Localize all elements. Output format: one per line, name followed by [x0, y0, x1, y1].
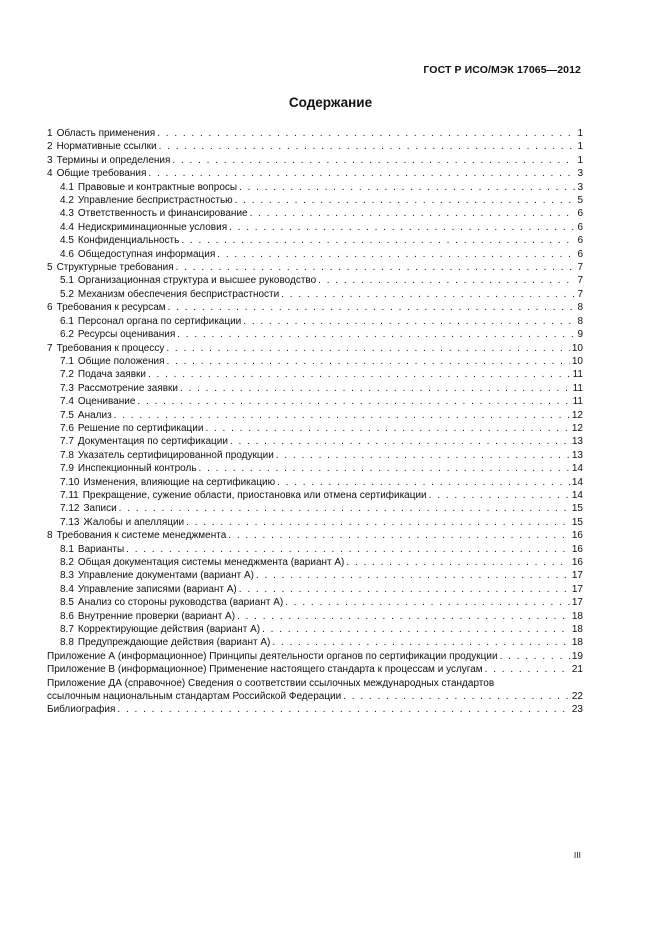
toc-entry-label: Жалобы и апелляции: [83, 516, 185, 528]
toc-entry-page: 1: [577, 128, 583, 139]
toc-entry-page: 7: [577, 262, 583, 274]
toc-entry-number: 7.8: [60, 449, 74, 461]
table-of-contents: [47, 127, 583, 717]
toc-entry-label: Предупреждающие действия (вариант А): [77, 637, 271, 649]
toc-entry-8-7[interactable]: [47, 623, 583, 636]
page-number: III: [573, 850, 581, 860]
toc-entry-page: 6: [577, 221, 583, 233]
toc-entry-page: 16: [571, 557, 583, 568]
toc-entry-page: 14: [571, 476, 583, 488]
toc-entry-label: Механизм обеспечения беспристрастности: [77, 288, 280, 300]
toc-entry-page: 12: [571, 409, 583, 421]
toc-entry-page: 5: [577, 195, 583, 207]
leader-dots: [229, 221, 575, 234]
toc-entry-page: 1: [577, 154, 583, 166]
toc-entry-page: 13: [571, 436, 583, 448]
toc-entry-6-1[interactable]: [47, 315, 583, 328]
leader-dots: [114, 409, 570, 422]
toc-entry-number: 7.11: [60, 489, 79, 501]
toc-entry-7-12[interactable]: [47, 502, 583, 515]
toc-entry-3[interactable]: [47, 154, 583, 167]
toc-entry-page: 18: [571, 610, 583, 622]
toc-entry-8[interactable]: [47, 529, 583, 542]
toc-entry-page: 9: [577, 329, 583, 341]
leader-dots: [243, 315, 575, 328]
leader-dots: [228, 529, 570, 542]
toc-entry-page: 15: [571, 516, 583, 528]
toc-entry-label: Приложение А (информационное) Принципы деятельности органов по сертификации продукции: [47, 650, 498, 662]
toc-entry-label: Управление документами (вариант А): [77, 570, 254, 582]
document-code: ГОСТ Р ИСО/МЭК 17065—2012: [423, 64, 581, 76]
toc-entry-label: Приложение В (информационное) Применение настоящего стандарта к процессам и услугам: [47, 664, 483, 676]
toc-entry-page: 13: [571, 449, 583, 461]
toc-entry-7-10[interactable]: [47, 476, 583, 489]
toc-entry-number: 3: [47, 154, 53, 166]
toc-entry-number: 7.3: [60, 382, 74, 394]
toc-entry-number: 4.1: [60, 181, 74, 193]
toc-entry-label: Документация по сертификации: [77, 436, 228, 448]
toc-entry-number: 8.6: [60, 610, 74, 622]
toc-entry-4-2[interactable]: [47, 194, 583, 207]
toc-entry-number: 6.1: [60, 315, 74, 327]
toc-entry-7-13[interactable]: [47, 516, 583, 529]
toc-entry-page: 7: [577, 288, 583, 300]
toc-entry-4-5[interactable]: [47, 234, 583, 247]
toc-entry-page: 8: [577, 302, 583, 314]
toc-entry-page: 12: [571, 422, 583, 434]
toc-entry-label: Инспекционный контроль: [77, 463, 197, 475]
toc-entry-page: 6: [577, 208, 583, 220]
toc-entry-page: 16: [571, 530, 583, 542]
toc-entry-label: Ресурсы оценивания: [77, 329, 176, 341]
toc-entry-label: Рассмотрение заявки: [77, 382, 179, 394]
leader-dots: [148, 167, 575, 180]
toc-entry-4-4[interactable]: [47, 221, 583, 234]
toc-entry-number: 4.5: [60, 235, 74, 247]
leader-dots: [318, 274, 575, 287]
toc-entry-label: Указатель сертифицированной продукции: [77, 449, 274, 461]
toc-entry-number: 7.13: [60, 516, 80, 528]
toc-entry-label: Организационная структура и высшее руководство: [77, 275, 317, 287]
toc-entry-label: Правовые и контрактные вопросы: [77, 181, 238, 193]
leader-dots: [177, 328, 575, 341]
toc-entry-number: 5: [47, 262, 53, 274]
leader-dots: [485, 663, 570, 676]
toc-entry-page: 23: [571, 704, 583, 716]
toc-entry-label: Требования к системе менеджмента: [56, 530, 227, 542]
toc-entry-number: 7.9: [60, 463, 74, 475]
leader-dots: [166, 342, 570, 355]
appendix-list: [47, 650, 583, 677]
toc-entry-number: 7.2: [60, 369, 74, 381]
leader-dots: [256, 569, 570, 582]
toc-items: [47, 127, 583, 650]
toc-entry-label: Структурные требования: [56, 262, 174, 274]
toc-entry-number: 7.12: [60, 503, 80, 515]
leader-dots: [235, 194, 576, 207]
toc-entry-label: Записи: [83, 503, 117, 515]
toc-entry-number: 7.1: [60, 355, 74, 367]
toc-entry-number: 2: [47, 141, 53, 153]
toc-entry-appendix-2[interactable]: [47, 663, 583, 676]
toc-entry-7-8[interactable]: [47, 449, 583, 462]
toc-entry-number: 6.2: [60, 329, 74, 341]
toc-entry-page: 17: [571, 570, 583, 582]
leader-dots: [137, 395, 570, 408]
toc-entry-page: 22: [571, 691, 583, 703]
toc-entry-number: 4: [47, 168, 53, 180]
toc-entry-7[interactable]: [47, 342, 583, 355]
toc-entry-label: Область применения: [56, 128, 156, 139]
toc-entry-label: Ответственность и финансирование: [77, 208, 248, 220]
toc-entry-label: Требования к ресурсам: [56, 302, 166, 314]
leader-dots: [176, 261, 576, 274]
toc-entry-label: Общие положения: [77, 355, 165, 367]
toc-entry-page: 11: [572, 396, 583, 408]
toc-entry-5-1[interactable]: [47, 274, 583, 287]
toc-entry-page: 11: [572, 382, 583, 394]
toc-entry-bibliography[interactable]: [47, 703, 583, 716]
toc-entry-8-3[interactable]: [47, 569, 583, 582]
leader-dots: [119, 502, 570, 515]
toc-entry-label: Управление беспристрастностью: [77, 195, 233, 207]
leader-dots: [148, 368, 571, 381]
toc-entry-4-3[interactable]: [47, 207, 583, 220]
toc-entry-page: 3: [577, 168, 583, 180]
toc-entry-label: Решение по сертификации: [77, 422, 204, 434]
toc-entry-8-6[interactable]: [47, 610, 583, 623]
toc-entry-8-5[interactable]: [47, 596, 583, 609]
toc-entry-label: Конфиденциальность: [77, 235, 180, 247]
toc-entry-number: 6: [47, 302, 53, 314]
toc-entry-page: 14: [571, 463, 583, 475]
toc-entry-page: 7: [577, 275, 583, 287]
toc-entry-label: Общедоступная информация: [77, 248, 216, 260]
toc-entry-label: Персонал органа по сертификации: [77, 315, 242, 327]
toc-entry-label: Прекращение, сужение области, приостановка или отмена сертификации: [82, 489, 427, 501]
toc-entry-7-1[interactable]: [47, 355, 583, 368]
leader-dots: [181, 234, 575, 247]
toc-entry-page: 16: [571, 543, 583, 555]
toc-entry-number: 8.3: [60, 570, 74, 582]
leader-dots: [230, 435, 570, 448]
toc-entry-page: 15: [571, 503, 583, 515]
toc-entry-1[interactable]: [47, 127, 583, 140]
toc-entry-label: Библиография: [47, 704, 116, 716]
toc-entry-label: Внутренние проверки (вариант А): [77, 610, 236, 622]
toc-entry-7-3[interactable]: [47, 382, 583, 395]
toc-entry-number: 8.2: [60, 557, 74, 568]
toc-entry-label: Недискриминационные условия: [77, 221, 228, 233]
toc-entry-label: Оценивание: [77, 396, 136, 408]
toc-entry-page: 3: [577, 181, 583, 193]
toc-entry-7-2[interactable]: [47, 368, 583, 381]
toc-entry-number: 7.6: [60, 422, 74, 434]
toc-entry-7-9[interactable]: [47, 462, 583, 475]
leader-dots: [239, 583, 570, 596]
toc-entry-number: 7.7: [60, 436, 74, 448]
toc-entry-label: Общая документация системы менеджмента (вариант А): [77, 557, 345, 568]
toc-entry-label: Корректирующие действия (вариант А): [77, 624, 261, 636]
toc-entry-page: 19: [571, 650, 583, 662]
toc-entry-number: 5.1: [60, 275, 74, 287]
leader-dots: [186, 516, 570, 529]
leader-dots: [281, 288, 575, 301]
leader-dots: [126, 543, 570, 556]
leader-dots: [272, 636, 570, 649]
toc-entry-7-6[interactable]: [47, 422, 583, 435]
toc-entry-number: 8: [47, 530, 53, 542]
toc-entry-label: ссылочным национальным стандартам Российской Федерации: [47, 691, 342, 703]
toc-entry-5-2[interactable]: [47, 288, 583, 301]
leader-dots: [285, 596, 570, 609]
toc-entry-number: 5.2: [60, 288, 74, 300]
toc-entry-8-8[interactable]: [47, 636, 583, 649]
toc-entry-appendix-da-line1[interactable]: [47, 677, 583, 690]
leader-dots: [180, 382, 571, 395]
toc-entry-8-2[interactable]: [47, 556, 583, 569]
page-title: Содержание: [288, 95, 373, 110]
leader-dots: [346, 556, 569, 569]
toc-entry-6-2[interactable]: [47, 328, 583, 341]
toc-entry-2[interactable]: [47, 140, 583, 153]
toc-entry-page: 6: [577, 235, 583, 247]
toc-entry-8-4[interactable]: [47, 583, 583, 596]
toc-entry-number: 4.4: [60, 221, 74, 233]
toc-entry-page: 18: [571, 637, 583, 649]
toc-entry-label: Нормативные ссылки: [56, 141, 157, 153]
toc-entry-label: Приложение ДА (справочное) Сведения о соответствии ссылочных международных стандартов: [47, 677, 495, 689]
toc-entry-number: 8.1: [60, 543, 74, 555]
leader-dots: [217, 248, 575, 261]
toc-entry-page: 11: [572, 369, 583, 381]
leader-dots: [117, 703, 569, 716]
toc-entry-number: 8.5: [60, 597, 74, 609]
toc-entry-label: Анализ со стороны руководства (вариант А): [77, 597, 284, 609]
toc-entry-number: 7.10: [60, 476, 80, 488]
leader-dots: [199, 462, 570, 475]
toc-entry-page: 14: [571, 489, 583, 501]
toc-entry-5[interactable]: [47, 261, 583, 274]
toc-entry-number: 1: [47, 128, 53, 139]
leader-dots: [157, 127, 575, 140]
toc-entry-4[interactable]: [47, 167, 583, 180]
toc-entry-appendix-da-line2[interactable]: [47, 690, 583, 703]
leader-dots: [205, 422, 569, 435]
leader-dots: [172, 154, 575, 167]
toc-entry-page: 17: [571, 597, 583, 609]
toc-entry-7-7[interactable]: [47, 435, 583, 448]
leader-dots: [277, 476, 570, 489]
toc-entry-label: Термины и определения: [56, 154, 171, 166]
toc-entry-number: 8.4: [60, 583, 74, 595]
toc-entry-7-5[interactable]: [47, 409, 583, 422]
toc-entry-appendix-1[interactable]: [47, 650, 583, 663]
toc-entry-page: 6: [577, 248, 583, 260]
toc-entry-number: 4.2: [60, 195, 74, 207]
toc-entry-label: Общие требования: [56, 168, 147, 180]
toc-entry-number: 7: [47, 342, 53, 354]
toc-entry-4-1[interactable]: [47, 181, 583, 194]
toc-entry-page: 21: [571, 664, 583, 676]
toc-entry-number: 4.6: [60, 248, 74, 260]
toc-entry-number: 7.5: [60, 409, 74, 421]
toc-entry-4-6[interactable]: [47, 248, 583, 261]
leader-dots: [500, 650, 570, 663]
toc-entry-number: 8.8: [60, 637, 74, 649]
leader-dots: [167, 355, 570, 368]
toc-entry-6[interactable]: [47, 301, 583, 314]
toc-entry-7-4[interactable]: [47, 395, 583, 408]
toc-entry-label: Управление записями (вариант А): [77, 583, 237, 595]
toc-entry-number: 7.4: [60, 396, 74, 408]
toc-entry-label: Изменения, влияющие на сертификацию: [83, 476, 276, 488]
leader-dots: [262, 623, 570, 636]
leader-dots: [159, 140, 576, 153]
toc-entry-label: Подача заявки: [77, 369, 146, 381]
leader-dots: [429, 489, 570, 502]
toc-entry-page: 17: [571, 583, 583, 595]
leader-dots: [250, 207, 576, 220]
toc-entry-7-11[interactable]: [47, 489, 583, 502]
leader-dots: [276, 449, 570, 462]
leader-dots: [168, 301, 576, 314]
toc-entry-number: 8.7: [60, 624, 74, 636]
toc-entry-number: 4.3: [60, 208, 74, 220]
toc-entry-label: Анализ: [77, 409, 112, 421]
toc-entry-label: Варианты: [77, 543, 125, 555]
toc-entry-page: 8: [577, 315, 583, 327]
toc-entry-8-1[interactable]: [47, 543, 583, 556]
toc-entry-label: Требования к процессу: [56, 342, 165, 354]
toc-entry-page: 1: [577, 141, 583, 153]
leader-dots: [239, 181, 575, 194]
toc-entry-page: 10: [571, 342, 583, 354]
leader-dots: [343, 690, 570, 703]
leader-dots: [237, 610, 570, 623]
toc-entry-page: 10: [571, 355, 583, 367]
toc-entry-page: 18: [571, 624, 583, 636]
